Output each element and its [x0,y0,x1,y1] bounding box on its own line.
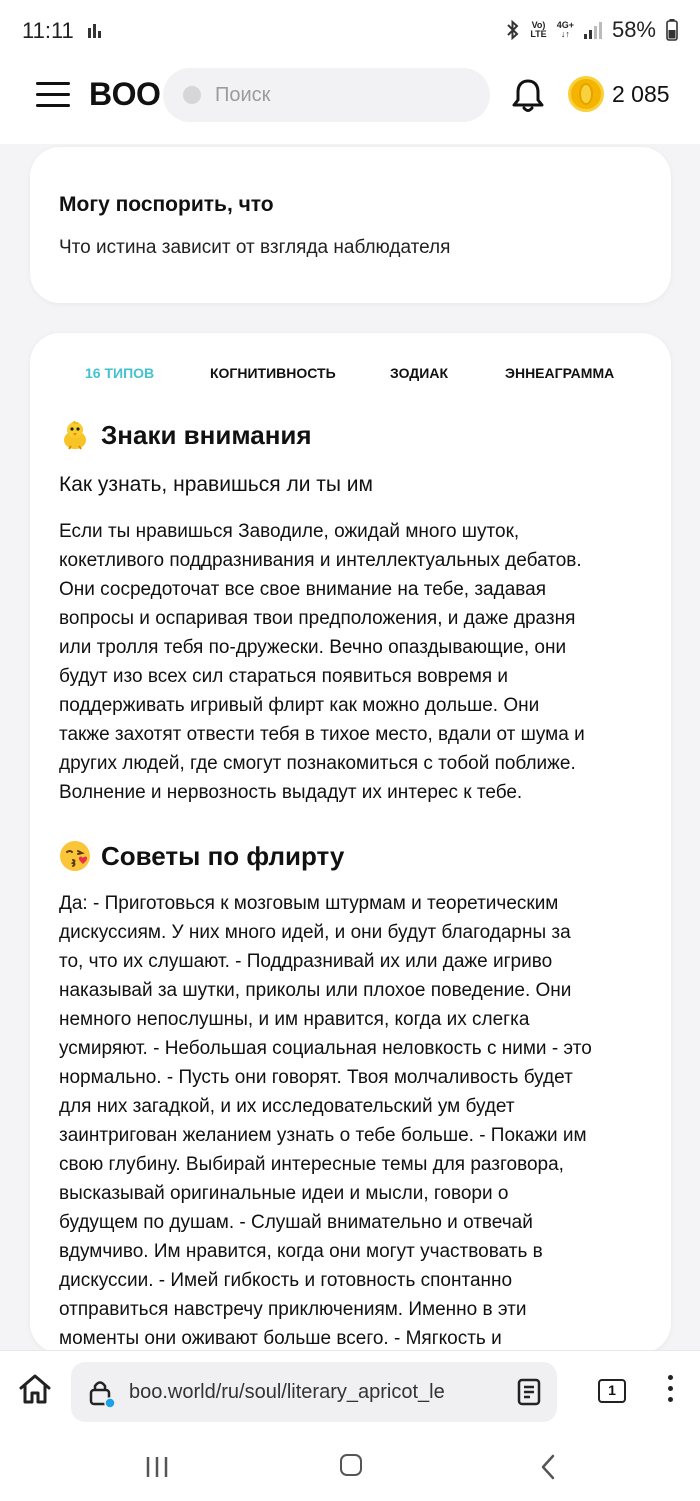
status-time: 11:11 [22,18,74,43]
url-text: boo.world/ru/soul/literary_apricot_le [129,1381,445,1403]
cell-signal-icon [584,21,602,39]
text-line: наказывай за шутки, приколы или плохое поведение. Они [59,980,572,1001]
volte-indicator: Vo) LTE [530,20,547,39]
back-icon[interactable] [540,1454,556,1480]
tab-16-types[interactable]: 16 ТИПОВ [85,365,155,381]
tab-switcher-button[interactable]: 1 [598,1379,626,1403]
text-line: или тролля тебя по-дружески. Вечно опаздывающие, они [59,637,567,658]
signs-paragraph [59,517,649,807]
hamburger-menu-icon[interactable] [36,82,70,108]
bell-icon[interactable] [511,78,545,114]
tab-zodiac[interactable]: ЗОДИАК [390,365,448,381]
text-line: Они сосредоточат все свое внимание на тебе, задавая [59,579,547,600]
text-line: будут изо всех сил стараться появиться вовремя и [59,666,509,687]
browser-toolbar [0,1350,700,1432]
tab-enneagram[interactable]: ЭННЕАГРАММА [505,365,615,381]
tips-heading [59,840,344,872]
status-bar [0,0,700,48]
text-line: моменты они оживают больше всего. - Мягкость и [59,1328,502,1349]
text-line: поддерживать игривый флирт как можно дольше. Они [59,695,540,716]
coin-balance[interactable]: 2 085 [612,81,670,107]
tips-paragraph [59,889,649,1353]
home-button-icon[interactable] [340,1454,362,1476]
text-line: дискуссии. - Имей гибкость и готовность спонтанно [59,1270,513,1291]
tab-cognitive[interactable]: КОГНИТИВНОСТЬ [210,365,336,381]
signs-subtitle: Как узнать, нравишься ли ты им [59,473,373,496]
address-bar[interactable] [71,1362,557,1422]
coin-icon[interactable] [568,76,604,112]
text-line: Если ты нравишься Заводиле, ожидай много шуток, [59,521,520,542]
battery-percentage: 58% [611,17,656,42]
text-line: также захотят отвести тебя в тихое место, вдали от шума и [59,724,585,745]
text-line: то, что их слушают. - Поддразнивай их или даже игриво [59,951,553,972]
app-logo[interactable]: BOO [89,76,161,112]
text-line: отправиться навстречу приключениям. Именно в эти [59,1299,527,1320]
prompt-title: Могу поспорить, что [59,193,274,216]
text-line: вопросы и оспаривая твои предположения, и даже дразня [59,608,576,629]
search-input[interactable] [163,68,490,122]
text-line: будущем по душам. - Слушай внимательно и отвечай [59,1212,533,1233]
recent-apps-icon[interactable] [145,1456,169,1478]
prompt-answer: Что истина зависит от взгляда наблюдателя [59,237,451,258]
text-line: высказывай оригинальные идеи и мысли, говори о [59,1183,509,1204]
text-line: свою глубину. Выбирай интересные темы для разговора, [59,1154,564,1175]
status-icons [506,17,678,43]
browser-home-icon[interactable] [18,1373,52,1405]
text-line: дискуссиям. У них много идей, и они будут благодарны за [59,922,571,943]
reader-mode-icon[interactable] [517,1378,541,1406]
chick-emoji-icon [59,419,91,451]
text-line: кокетливого поддразнивания и интеллектуальных дебатов. [59,550,582,571]
text-line: Да: - Приготовься к мозговым штурмам и теоретическим [59,893,559,914]
app-header [0,48,700,144]
text-line: немного непослушны, и им нравится, когда их слегка [59,1009,530,1030]
search-icon [183,86,201,104]
text-line: усмиряют. - Небольшая социальная неловкость с ними - это [59,1038,592,1059]
personality-tabs [30,365,671,389]
bluetooth-icon [506,20,520,40]
text-line: заинтригован желанием узнать о тебе больше. - Покажи им [59,1125,587,1146]
battery-icon [666,19,678,41]
text-line: других людей, где смогут познакомиться с тобой поближе. [59,753,576,774]
tips-title: Советы по флирту [101,840,345,871]
personality-card [30,333,671,1353]
network-type-indicator: 4G+ ↓↑ [556,20,574,39]
text-line: Волнение и нервозность выдадут их интерес к тебе. [59,782,523,803]
more-options-icon[interactable] [668,1375,676,1408]
signs-title: Знаки внимания [101,419,312,450]
search-placeholder: Поиск [215,83,271,106]
lock-icon[interactable] [87,1378,117,1408]
signal-activity-icon [88,24,104,38]
text-line: нормально. - Пусть они говорят. Твоя молчаливость будет [59,1067,573,1088]
kissing-face-emoji-icon [59,840,91,872]
system-navigation-bar [0,1432,700,1501]
text-line: для них загадкой, и их исследовательский ум будет [59,1096,515,1117]
prompt-card [30,147,671,303]
text-line: вдумчиво. Им нравится, когда они могут участвовать в [59,1241,543,1262]
signs-heading [59,419,312,451]
